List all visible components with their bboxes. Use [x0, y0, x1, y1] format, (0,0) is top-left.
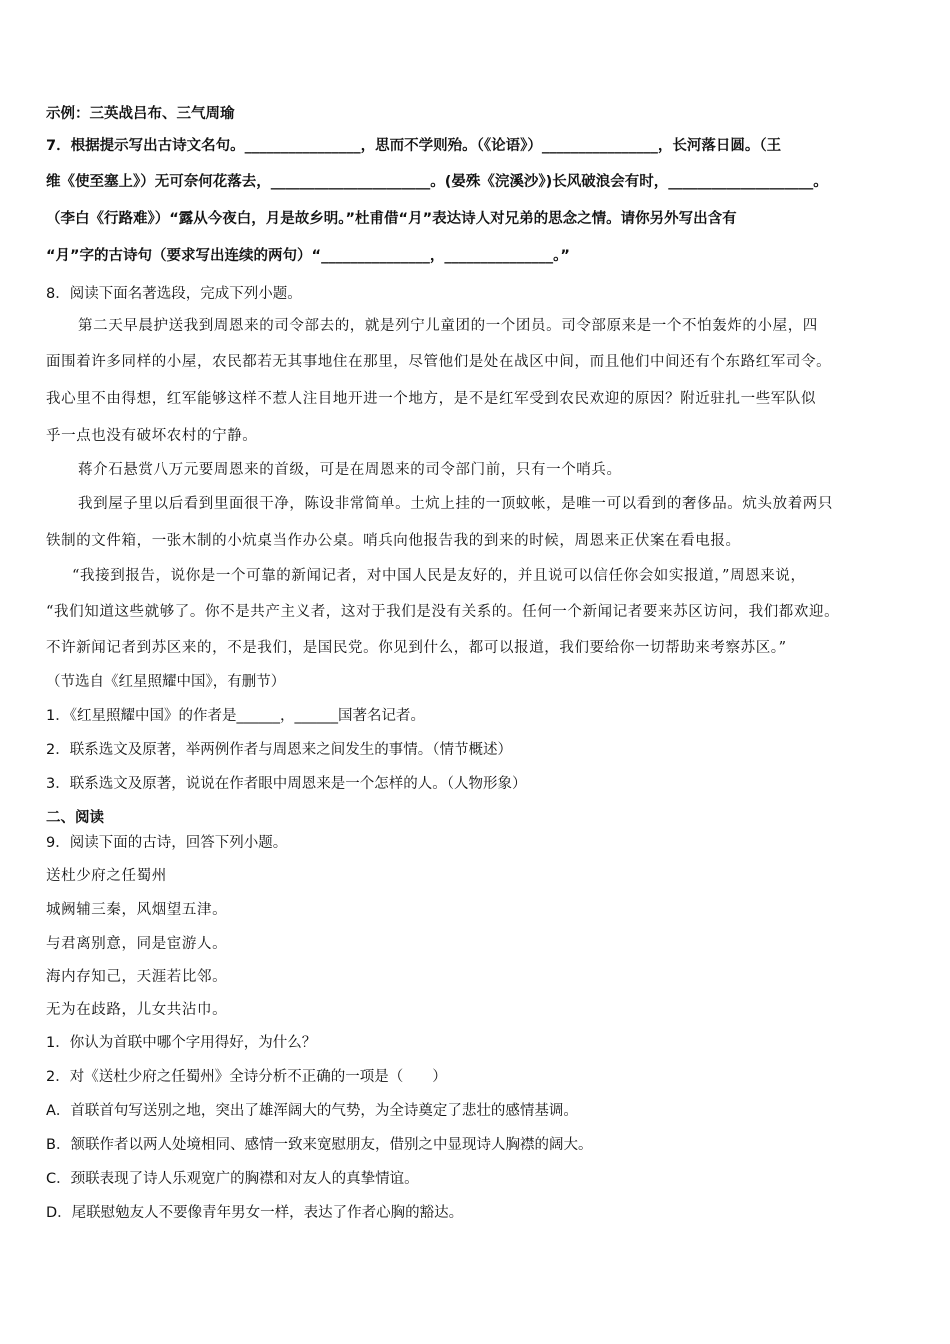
- q8-subquestion-1: 1．《红星照耀中国》的作者是______，______国著名记者。: [46, 708, 425, 724]
- poem-title: 送杜少府之任蜀州: [46, 868, 167, 884]
- poem-line-2: 与君离别意，同是宦游人。: [46, 936, 228, 952]
- q7-line-2: 维《使至塞上》）无可奈何花落去，______________________。(晏殊《浣溪沙》)长风破浪会有时，____________________。: [46, 174, 828, 190]
- q8-title: 8．阅读下面名著选段，完成下列小题。: [46, 286, 302, 302]
- q8-paragraph-2: 蒋介石悬赏八万元要周恩来的首级，可是在周恩来的司令部门前，只有一个哨兵。: [78, 462, 622, 478]
- q9-option-d: D．尾联慰勉友人不要像青年男女一样，表达了作者心胸的豁达。: [46, 1205, 464, 1221]
- q8-subquestion-2: 2．联系选文及原著，举两例作者与周恩来之间发生的事情。（情节概述）: [46, 742, 512, 758]
- q9-subquestion-2: 2．对《送杜少府之任蜀州》全诗分析不正确的一项是（ ）: [46, 1069, 447, 1085]
- q8-source: （节选自《红星照耀中国》，有删节）: [46, 674, 286, 690]
- q8-paragraph-1-line-4: 乎一点也没有破坏农村的宁静。: [46, 428, 258, 444]
- q7-line-4: “月”字的古诗句（要求写出连续的两句）“_______________，_______________。”: [46, 248, 570, 264]
- q8-paragraph-4-line-1: “我接到报告，说你是一个可靠的新闻记者，对中国人民是友好的，并且说可以信任你会如实报道，”周恩来说，: [72, 568, 806, 584]
- q9-option-a: A．首联首句写送别之地，突出了雄浑阔大的气势，为全诗奠定了悲壮的感情基调。: [46, 1103, 578, 1119]
- q8-paragraph-1-line-1: 第二天早晨护送我到周恩来的司令部去的，就是列宁儿童团的一个团员。司令部原来是一个不怕轰炸的小屋，四: [78, 318, 818, 334]
- poem-line-3: 海内存知己，天涯若比邻。: [46, 969, 228, 985]
- q7-line-1: 7．根据提示写出古诗文名句。________________，思而不学则殆。（《论语》）________________，长河落日圆。（王: [46, 138, 782, 154]
- q7-line-3: （李白《行路难》）“露从今夜白，月是故乡明。”杜甫借“月”表达诗人对兄弟的思念之情。请你另外写出含有: [46, 211, 737, 227]
- section-heading-reading: 二、阅读: [46, 810, 104, 826]
- q9-title: 9．阅读下面的古诗，回答下列小题。: [46, 835, 288, 851]
- q8-paragraph-1-line-3: 我心里不由得想，红军能够这样不惹人注目地开进一个地方，是不是红军受到农民欢迎的原因？附近驻扎一些军队似: [46, 391, 817, 407]
- poem-line-1: 城阙辅三秦，风烟望五津。: [46, 902, 228, 918]
- poem-line-4: 无为在歧路，儿女共沾巾。: [46, 1002, 228, 1018]
- q9-option-b: B．颔联作者以两人处境相同、感情一致来宽慰朋友，借别之中显现诗人胸襟的阔大。: [46, 1137, 593, 1153]
- q8-subquestion-3: 3．联系选文及原著，说说在作者眼中周恩来是一个怎样的人。（人物形象）: [46, 776, 527, 792]
- q7-example: 示例：三英战吕布、三气周瑜: [46, 106, 235, 122]
- q8-paragraph-3-line-2: 铁制的文件箱，一张木制的小炕桌当作办公桌。哨兵向他报告我的到来的时候，周恩来正伏案在看电报。: [46, 533, 741, 549]
- q9-option-c: C．颈联表现了诗人乐观宽广的胸襟和对友人的真挚情谊。: [46, 1171, 419, 1187]
- q8-paragraph-3-line-1: 我到屋子里以后看到里面很干净，陈设非常简单。土炕上挂的一顶蚊帐，是唯一可以看到的奢侈品。炕头放着两只: [78, 496, 833, 512]
- q8-paragraph-1-line-2: 面围着许多同样的小屋，农民都若无其事地住在那里，尽管他们是处在战区中间，而且他们中间还有个东路红军司令。: [46, 354, 832, 370]
- q9-subquestion-1: 1．你认为首联中哪个字用得好，为什么？: [46, 1035, 317, 1051]
- q8-paragraph-4-line-2: “我们知道这些就够了。你不是共产主义者，这对于我们是没有关系的。任何一个新闻记者要来苏区访问，我们都欢迎。: [46, 604, 840, 620]
- q8-paragraph-4-line-3: 不许新闻记者到苏区来的，不是我们，是国民党。你见到什么，都可以报道，我们要给你一切帮助来考察苏区。”: [46, 640, 787, 656]
